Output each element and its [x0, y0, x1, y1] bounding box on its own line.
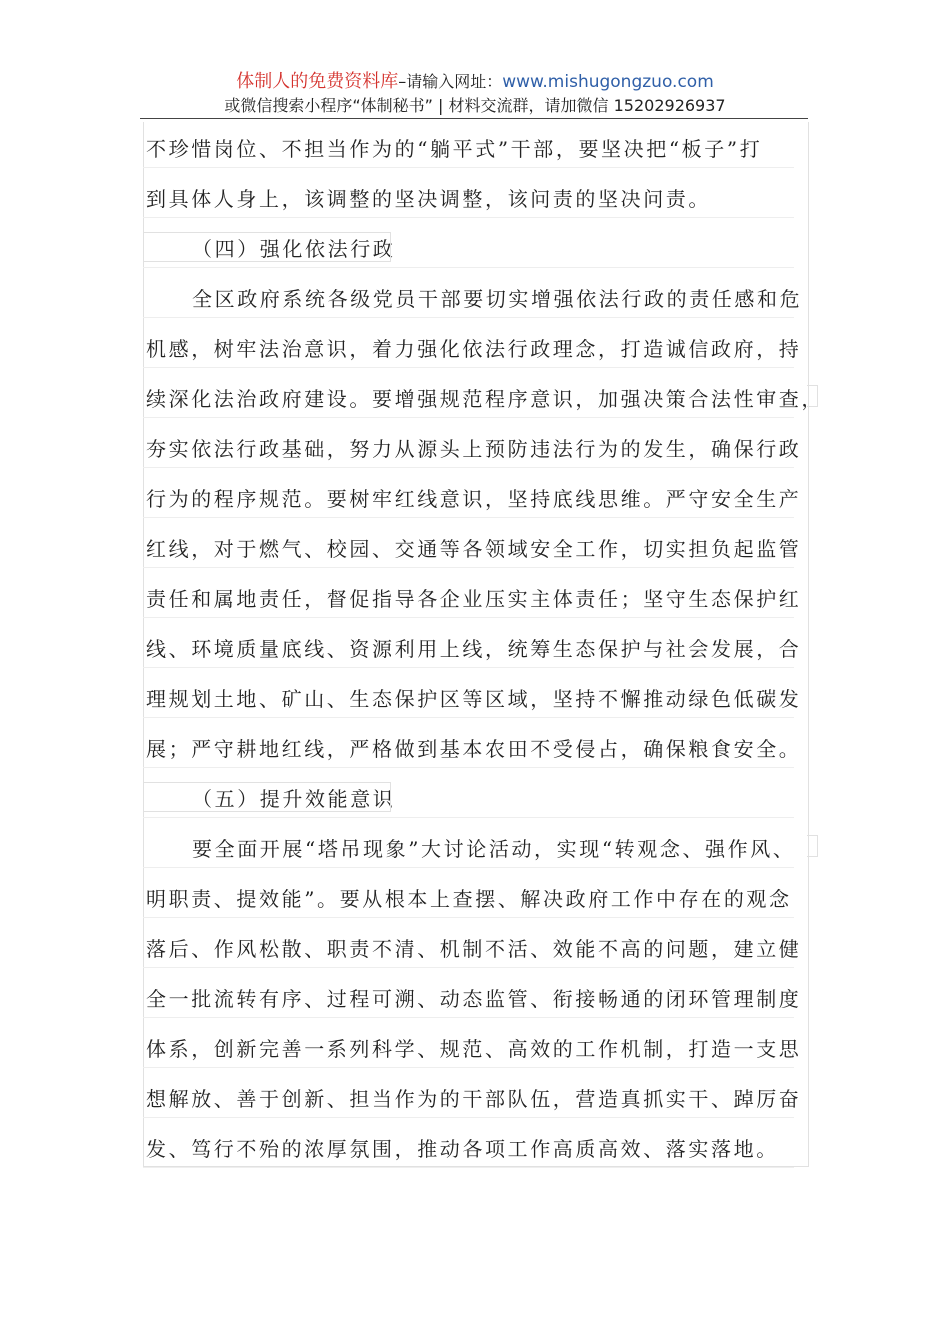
text-line: 想解放、善于创新、担当作为的干部队伍，营造真抓实干、踔厉奋 [146, 1074, 810, 1124]
text-line: 线、环境质量底线、资源利用上线，统筹生态保护与社会发展，合 [146, 624, 810, 674]
header-rule [140, 118, 808, 119]
text-line: 落后、作风松散、职责不清、机制不活、效能不高的问题，建立健 [146, 924, 810, 974]
text-line: 发、笃行不殆的浓厚氛围，推动各项工作高质高效、落实落地。 [146, 1124, 810, 1174]
text-line: 全一批流转有序、过程可溯、动态监管、衔接畅通的闭环管理制度 [146, 974, 810, 1024]
heading-box [143, 232, 391, 262]
text-line: 不珍惜岗位、不担当作为的“躺平式”干部，要坚决把“板子”打 [146, 124, 810, 174]
paragraph-start: 全区政府系统各级党员干部要切实增强依法行政的责任感和危 [146, 274, 810, 324]
text-line: 明职责、提效能”。要从根本上查摆、解决政府工作中存在的观念 [146, 874, 810, 924]
page-header [0, 70, 950, 117]
margin-mark [807, 835, 818, 857]
header-line-1 [0, 70, 950, 94]
url-prompt: –请输入网址： [398, 72, 503, 91]
header-line-2: 或微信搜索小程序“体制秘书” | 材料交流群，请加微信 15202926937 [224, 96, 726, 115]
text-line: 理规划土地、矿山、生态保护区等区域，坚持不懈推动绿色低碳发 [146, 674, 810, 724]
text-line: 到具体人身上，该调整的坚决调整，该问责的坚决问责。 [146, 174, 810, 224]
paragraph-start: 要全面开展“塔吊现象”大讨论活动，实现“转观念、强作风、 [146, 824, 810, 874]
text-line: 责任和属地责任，督促指导各企业压实主体责任；坚守生态保护红 [146, 574, 810, 624]
text-line: 红线，对于燃气、校园、交通等各领域安全工作，切实担负起监管 [146, 524, 810, 574]
margin-mark [807, 385, 818, 407]
site-url[interactable]: www.mishugongzuo.com [502, 72, 714, 92]
text-line: 夯实依法行政基础，努力从源头上预防违法行为的发生，确保行政 [146, 424, 810, 474]
text-line: 行为的程序规范。要树牢红线意识，坚持底线思维。严守安全生产 [146, 474, 810, 524]
text-line: 续深化法治政府建设。要增强规范程序意识，加强决策合法性审查， [146, 374, 810, 424]
heading-box [143, 782, 391, 812]
section-heading-5: （五）提升效能意识 [146, 774, 810, 824]
text-line: 体系，创新完善一系列科学、规范、高效的工作机制，打造一支思 [146, 1024, 810, 1074]
text-line: 展；严守耕地红线，严格做到基本农田不受侵占，确保粮食安全。 [146, 724, 810, 774]
site-name: 体制人的免费资料库 [236, 71, 399, 92]
text-line: 机感，树牢法治意识，着力强化依法行政理念，打造诚信政府，持 [146, 324, 810, 374]
section-heading-4: （四）强化依法行政 [146, 224, 810, 274]
